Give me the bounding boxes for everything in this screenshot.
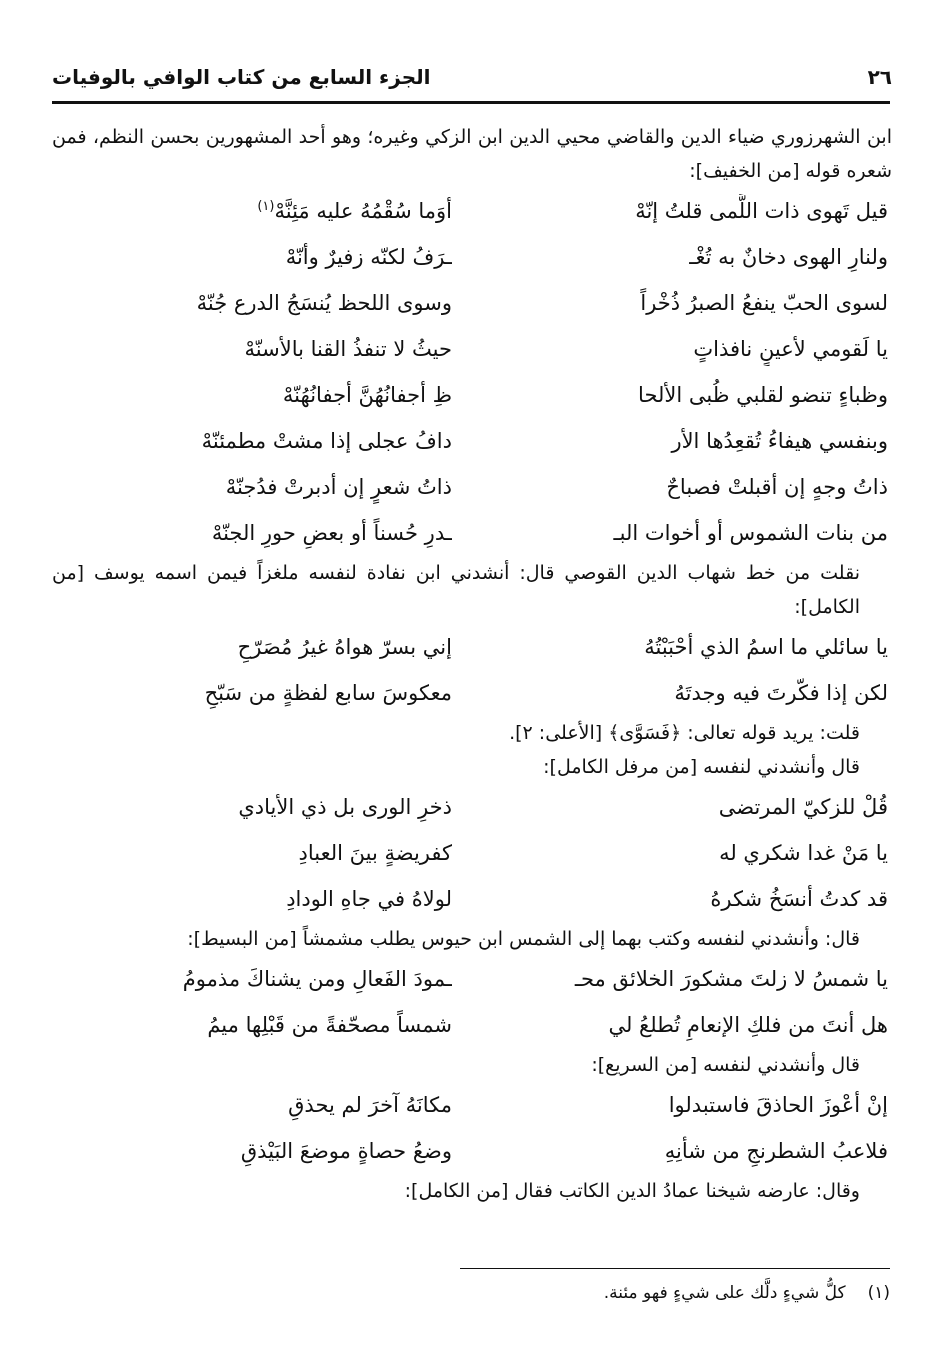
paragraph-imad-reply: وقال: عارضه شيخنا عمادُ الدين الكاتب فقال [من الكامل]: <box>404 1180 860 1202</box>
paragraph-riddle-intro: نقلت من خط شهاب الدين القوصي قال: أنشدني ابن نفادة لنفسه ملغزاً فيمن اسمه يوسف [من الكامل]: <box>52 562 860 618</box>
verse-first-hemistich: قيل تَهوى ذات اللَّمى قلتُ إنّهْ <box>635 199 888 223</box>
verse-line <box>52 624 892 670</box>
verse-second-hemistich: ظِ أجفانُهُنَّ أجفانُهُنّهْ <box>282 383 452 407</box>
verse-second-text: أوَما سُقْمُهُ عليه مَئِنَّهْ <box>274 199 452 223</box>
intro-paragraph: ابن الشهرزوري ضياء الدين والقاضي محيي الدين ابن الزكي وغيره؛ وهو أحد المشهورين بحسن النظم، فمن شعره قوله [من الخفيف]: <box>52 126 892 182</box>
verse-line <box>52 670 892 716</box>
verse-second-hemistich: ذاتُ شعرٍ إن أدبرتْ فدُجنّهْ <box>225 475 452 499</box>
verse-second-hemistich <box>62 194 452 228</box>
page-number: ٢٦ <box>867 65 892 89</box>
verse-line <box>52 234 892 280</box>
poem-3 <box>52 784 892 922</box>
poem-4 <box>52 956 892 1048</box>
poem-1 <box>52 188 892 556</box>
verse-first-hemistich: لكن إذا فكّرتَ فيه وجدتَهُ <box>674 681 888 705</box>
verse-first-hemistich: وظباءٍ تنضو لقلبي ظُبى الألحا <box>638 383 888 407</box>
verse-line <box>52 280 892 326</box>
verse-first-hemistich: لسوى الحبّ ينفعُ الصبرُ ذُخْراً <box>640 291 888 315</box>
verse-second-hemistich: ـدرِ حُسناً أو بعضِ حورِ الجنّهْ <box>211 521 452 545</box>
verse-second-hemistich: حيثُ لا تنفذُ القنا بالأسنّهْ <box>244 337 452 361</box>
verse-first-hemistich: وبنفسي هيفاءُ تُقعِدُها الأر <box>671 429 888 453</box>
verse-second-hemistich: معكوسَ سابع لفظةٍ من سَبّحِ <box>204 681 452 705</box>
verse-first-hemistich: يا لَقومي لأعينٍ نافذاتٍ <box>693 337 888 361</box>
verse-first-hemistich: هل أنتَ من فلكِ الإنعامِ تُطلعُ لي <box>608 1013 888 1037</box>
verse-line <box>52 956 892 1002</box>
verse-first-hemistich: قُلْ للزكيّ المرتضى <box>718 795 888 819</box>
verse-second-hemistich: كفريضةٍ بينَ العبادِ <box>298 841 452 865</box>
verse-second-hemistich: لولاهُ في جاهِ الودادِ <box>286 887 452 911</box>
verse-line <box>52 418 892 464</box>
verse-second-hemistich: ـمودَ الفَعالِ ومن يشناكَ مذمومُ <box>182 967 452 991</box>
paragraph-sari-meter: قال وأنشدني لنفسه [من السريع]: <box>591 1054 860 1076</box>
header-rule <box>52 101 890 104</box>
verse-first-hemistich: فلاعبُ الشطرنجِ من شأنِهِ <box>664 1139 888 1163</box>
verse-line <box>52 372 892 418</box>
footnote-text: كلُّ شيءٍ دلَّك على شيءٍ فهو مئنة. <box>603 1283 846 1303</box>
poem-2 <box>52 624 892 716</box>
verse-line <box>52 1082 892 1128</box>
running-title: الجزء السابع من كتاب الوافي بالوفيات <box>52 65 431 89</box>
verse-line <box>52 784 892 830</box>
verse-second-hemistich: إني بسرّ هواهُ غيرُ مُصَرّحِ <box>237 635 452 659</box>
verse-line <box>52 326 892 372</box>
verse-first-hemistich: إنْ أعْوزَ الحاذقَ فاستبدلوا <box>668 1093 888 1117</box>
verse-second-hemistich: وضعُ حصاةٍ موضعَ البَيْذقِ <box>240 1139 452 1163</box>
poem-5 <box>52 1082 892 1174</box>
verse-second-hemistich: وسوى اللحظ يُنسَجُ الدرع جُنّهْ <box>196 291 452 315</box>
paragraph-apricot-request: قال: وأنشدني لنفسه وكتب بهما إلى الشمس ابن حيوس يطلب مشمشاً [من البسيط]: <box>187 928 860 950</box>
verse-first-hemistich: ذاتُ وجهٍ إن أقبلتْ فصباحٌ <box>666 475 888 499</box>
verse-first-hemistich: يا مَنْ غدا شكري له <box>719 841 888 865</box>
verse-first-hemistich: من بنات الشموس أو أخوات البـ <box>613 521 888 545</box>
verse-line <box>52 1002 892 1048</box>
verse-first-hemistich: يا سائلي ما اسمُ الذي أحْبَبْتُهُ <box>644 635 888 659</box>
verse-second-hemistich: مكانَهُ آخرَ لم يحذقِ <box>288 1093 452 1117</box>
footnote <box>60 1280 890 1306</box>
verse-line <box>52 464 892 510</box>
verse-second-hemistich: شمساً مصحّفةً من قَبْلِها ميمُ <box>207 1013 452 1037</box>
verse-second-hemistich: ـرَفُ لكنّه زفيرٌ وأنّهْ <box>285 245 452 269</box>
verse-line <box>52 188 892 234</box>
verse-first-hemistich: يا شمسُ لا زلتَ مشكورَ الخلائق محـ <box>574 967 888 991</box>
footnote-reference[interactable]: (١) <box>257 199 275 214</box>
verse-line <box>52 1128 892 1174</box>
verse-line <box>52 830 892 876</box>
verse-second-hemistich: ذخرِ الورى بل ذي الأيادي <box>238 795 452 819</box>
verse-line <box>52 510 892 556</box>
verse-second-hemistich: دافُ عجلى إذا مشتْ مطمئنّهْ <box>201 429 452 453</box>
verse-first-hemistich: ولنارِ الهوى دخانٌ به تُغْـ <box>689 245 888 269</box>
footnote-number: (١) <box>867 1283 890 1303</box>
footnote-rule <box>460 1268 890 1269</box>
page-header <box>52 52 892 102</box>
paragraph-meter-note: قال وأنشدني لنفسه [من مرفل الكامل]: <box>543 756 860 778</box>
verse-line <box>52 876 892 922</box>
main-text <box>52 120 892 1208</box>
verse-first-hemistich: قد كدتُ أنسَخُ شكرهُ <box>710 887 888 911</box>
paragraph-quran-note: قلت: يريد قوله تعالى: ﴿فَسَوَّى﴾ [الأعلى: ٢]. <box>509 722 860 744</box>
